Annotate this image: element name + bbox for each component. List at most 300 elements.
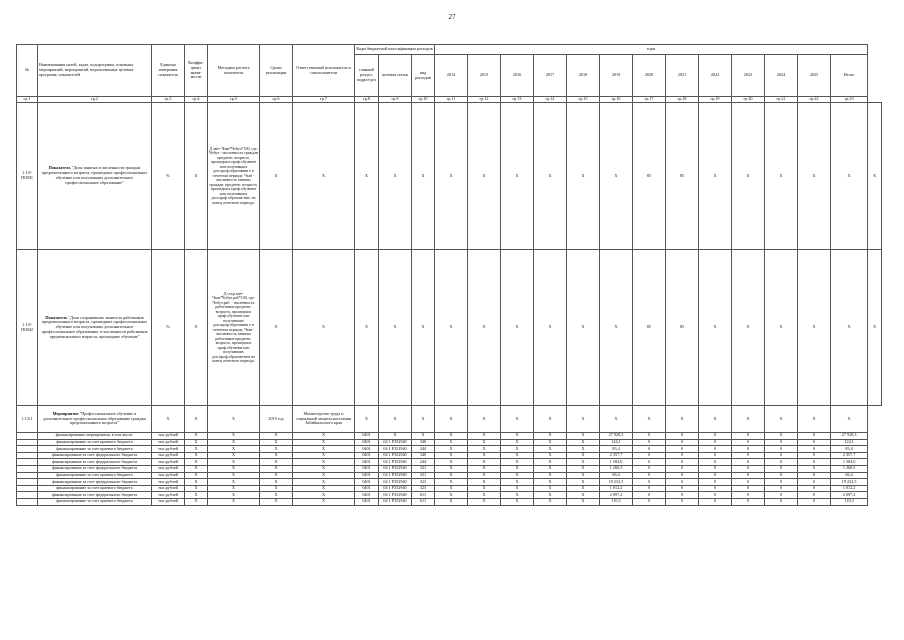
financing-cell: X <box>260 485 293 492</box>
financing-value: 0 <box>666 479 699 486</box>
financing-value: X <box>501 446 534 453</box>
column-number-cell: гр.5 <box>208 97 260 103</box>
financing-total: 83,4 <box>831 446 868 453</box>
financing-cell: 0401 <box>355 485 379 492</box>
financing-value: X <box>567 439 600 446</box>
financing-value: 0 <box>666 433 699 440</box>
financing-cell: X <box>208 439 260 446</box>
financing-name: финансирование за счет федерального бюджета <box>38 452 152 459</box>
financing-value: X <box>468 439 501 446</box>
term-cell: 2019 год <box>260 406 293 433</box>
financing-value: 0 <box>732 485 765 492</box>
financing-value: X <box>534 465 567 472</box>
header-year: 2022 <box>699 55 732 97</box>
financing-value: 0 <box>666 452 699 459</box>
column-number-cell: гр.16 <box>600 97 633 103</box>
financing-cell: X <box>293 485 355 492</box>
value-cell: X <box>699 250 732 406</box>
financing-cell: 0401 <box>355 446 379 453</box>
value-cell: X <box>765 406 798 433</box>
value-cell: X <box>732 103 765 250</box>
column-number-cell: гр.9 <box>379 97 412 103</box>
financing-cell: X <box>293 465 355 472</box>
financing-cell: тыс.рублей <box>152 465 185 472</box>
financing-value: X <box>534 485 567 492</box>
financing-total: 2 357,7 <box>831 452 868 459</box>
financing-value: 0 <box>798 459 831 466</box>
coef-cell: X <box>185 406 208 433</box>
financing-cell: X <box>208 452 260 459</box>
financing-value: 0 <box>666 492 699 499</box>
header-term: Сроки реализации <box>260 45 293 97</box>
financing-value: 0 <box>666 498 699 505</box>
value-cell: X <box>260 250 293 406</box>
indicator-name <box>38 103 152 250</box>
financing-value: X <box>501 479 534 486</box>
financing-row <box>17 439 882 446</box>
financing-value: 0 <box>633 439 666 446</box>
financing-value: X <box>468 452 501 459</box>
financing-cell: X <box>293 439 355 446</box>
financing-value: X <box>468 465 501 472</box>
financing-value: 1 584,0 <box>600 459 633 466</box>
financing-cell: X <box>260 472 293 479</box>
financing-value: X <box>501 433 534 440</box>
value-cell: X <box>831 250 868 406</box>
value-cell: X <box>600 103 633 250</box>
financing-value: 0 <box>699 452 732 459</box>
financing-cell: X <box>293 498 355 505</box>
event-name <box>38 406 152 433</box>
page-number: 27 <box>448 13 456 21</box>
financing-row <box>17 492 882 499</box>
row-num <box>17 433 38 440</box>
financing-cell: X <box>260 465 293 472</box>
header-code-item: целевая статья <box>379 55 412 97</box>
financing-value: X <box>435 485 468 492</box>
financing-row <box>17 459 882 466</box>
value-cell: X <box>567 250 600 406</box>
financing-value: 0 <box>798 492 831 499</box>
financing-cell: X <box>185 492 208 499</box>
financing-cell: X <box>208 498 260 505</box>
financing-value: 0 <box>732 439 765 446</box>
financing-cell: X <box>185 459 208 466</box>
financing-row <box>17 452 882 459</box>
value-cell: X <box>379 406 412 433</box>
financing-cell: 04 1 P352940 <box>379 465 412 472</box>
financing-value: 0 <box>666 446 699 453</box>
financing-value: 0 <box>765 459 798 466</box>
unit-cell: X <box>152 406 185 433</box>
financing-cell: X <box>293 446 355 453</box>
row-num <box>17 452 38 459</box>
financing-name: финансирование мероприятия, в том числе: <box>38 433 152 440</box>
financing-cell: тыс.рублей <box>152 433 185 440</box>
financing-cell: 0401 <box>355 472 379 479</box>
value-cell: X <box>293 103 355 250</box>
coef-cell: X <box>185 103 208 250</box>
column-number-cell: гр.10 <box>412 97 435 103</box>
value-cell: X <box>699 103 732 250</box>
value-cell: X <box>633 406 666 433</box>
financing-value: 0 <box>732 465 765 472</box>
financing-cell: 04 1 P352940 <box>379 446 412 453</box>
indicator-text: "Доля сохранивших занятость работников предпенсионного возраста, прошедших профессиональное обучение или получивших дополнительное профессиональное образование, в численности работников предпенсионного возраста, прошедших обучение" <box>41 314 148 339</box>
financing-row <box>17 465 882 472</box>
financing-cell: X <box>185 498 208 505</box>
financing-value: 0 <box>699 498 732 505</box>
column-number-cell: гр.12 <box>468 97 501 103</box>
financing-value: 0 <box>732 479 765 486</box>
value-cell: X <box>831 406 868 433</box>
header-name: Наименования целей, задач, подпрограмм, основных мероприятий, мероприятий, ведомственных целевых программ, показателей <box>38 45 152 97</box>
financing-cell: X <box>293 472 355 479</box>
unit-cell: % <box>152 103 185 250</box>
financing-cell: 323 <box>412 479 435 486</box>
financing-value: 0 <box>699 439 732 446</box>
value-cell: X <box>699 406 732 433</box>
financing-cell: тыс.рублей <box>152 459 185 466</box>
financing-cell: тыс.рублей <box>152 492 185 499</box>
financing-cell: 323 <box>412 485 435 492</box>
financing-name: финансирование за счет краевого бюджета <box>38 498 152 505</box>
financing-value: 0 <box>666 459 699 466</box>
financing-name: финансирование за счет краевого бюджета <box>38 446 152 453</box>
financing-cell: X <box>208 433 260 440</box>
header-unit: Единица измерения показателя <box>152 45 185 97</box>
column-number-cell: гр.11 <box>435 97 468 103</box>
financing-cell: X <box>260 452 293 459</box>
financing-cell: X <box>185 472 208 479</box>
financing-value: X <box>534 459 567 466</box>
financing-cell: 04 1 P352940 <box>379 452 412 459</box>
financing-row <box>17 485 882 492</box>
financing-value: 0 <box>699 485 732 492</box>
financing-cell: 0401 <box>355 479 379 486</box>
header-year: 2021 <box>666 55 699 97</box>
financing-value: 19 232,5 <box>600 479 633 486</box>
column-number-cell: гр.23 <box>831 97 868 103</box>
financing-value: 0 <box>699 465 732 472</box>
column-number-cell: гр.1 <box>17 97 38 103</box>
financing-value: 0 <box>633 452 666 459</box>
method-cell: Д зан= Чзан*Чобуч*100, где: Чобуч - численность граждан предпенс. возраста, прошедших проф.обучение или получивших доп.проф.образовани е в отчетном периоде, Чзан - численность занятых граждан, предпенс. возраста, прошедших проф.обучение или получивших доп.проф.образова-ние, на конец отчетного периода. <box>208 103 260 250</box>
financing-name: финансирование за счет краевого бюджета <box>38 485 152 492</box>
row-num <box>17 465 38 472</box>
financing-value: X <box>534 479 567 486</box>
financing-value: 0 <box>732 492 765 499</box>
financing-total: 124,1 <box>831 439 868 446</box>
financing-value: 0 <box>732 459 765 466</box>
financing-cell: 04 1 P352940 <box>379 485 412 492</box>
value-cell: 85 <box>633 103 666 250</box>
financing-value: X <box>435 465 468 472</box>
financing-value: 0 <box>666 485 699 492</box>
financing-cell: X <box>185 452 208 459</box>
column-number-cell: гр.8 <box>355 97 379 103</box>
financing-cell: X <box>185 439 208 446</box>
column-number-cell: гр.17 <box>633 97 666 103</box>
financing-cell: X <box>185 446 208 453</box>
financing-cell: 0401 <box>355 459 379 466</box>
event-label: Мероприятие <box>52 410 79 416</box>
financing-value: X <box>435 433 468 440</box>
value-cell: X <box>355 103 379 250</box>
financing-row <box>17 472 882 479</box>
financing-cell: 340 <box>412 452 435 459</box>
financing-cell: 04 1 P352940 <box>379 439 412 446</box>
header-year: 2015 <box>468 55 501 97</box>
financing-cell: 244 <box>412 459 435 466</box>
financing-name: финансирование за счет краевого бюджета <box>38 439 152 446</box>
financing-cell: X <box>208 472 260 479</box>
method-cell: Д сохр.зан= Чзан*Чобуч.раб*100, где: Чобуч.раб. - численность работников предпенс. возраста, прошедших проф.обучение или получивших доп.проф.образовани е в отчетном периоде, Чзан - численность занятых работников предпенс. возраста, прошедших проф.обучение или получивших доп.проф.образова-ние на конец отчетного периода. <box>208 250 260 406</box>
value-cell: X <box>293 250 355 406</box>
financing-value: 83,4 <box>600 446 633 453</box>
row-num: 1.1.8.1 <box>17 406 38 433</box>
row-num <box>17 446 38 453</box>
financing-value: X <box>501 498 534 505</box>
financing-value: 0 <box>732 446 765 453</box>
financing-cell: X <box>260 498 293 505</box>
financing-value: 110,3 <box>600 498 633 505</box>
row-num <box>17 459 38 466</box>
financing-value: X <box>567 433 600 440</box>
financing-name: финансирование за счет федерального бюджета <box>38 465 152 472</box>
financing-cell: 321 <box>412 465 435 472</box>
header-year: 2019 <box>600 55 633 97</box>
financing-value: X <box>468 446 501 453</box>
financing-cell: 0401 <box>355 439 379 446</box>
financing-value: X <box>501 472 534 479</box>
row-num <box>17 479 38 486</box>
financing-value: 0 <box>699 459 732 466</box>
financing-cell: X <box>412 433 435 440</box>
financing-cell: X <box>208 492 260 499</box>
value-cell: 85 <box>666 103 699 250</box>
header-year: 2016 <box>501 55 534 97</box>
financing-value: X <box>534 492 567 499</box>
financing-cell: 321 <box>412 472 435 479</box>
financing-value: 0 <box>798 498 831 505</box>
header-year: 2025 <box>798 55 831 97</box>
financing-cell: тыс.рублей <box>152 498 185 505</box>
row-num <box>17 439 38 446</box>
financing-value: 0 <box>798 433 831 440</box>
financing-value: X <box>501 492 534 499</box>
program-table <box>16 44 882 506</box>
value-cell: X <box>468 250 501 406</box>
value-cell: X <box>468 406 501 433</box>
financing-value: 2 357,7 <box>600 452 633 459</box>
header-total: Итого <box>831 55 868 97</box>
financing-name: финансирование за счет краевого бюджета <box>38 472 152 479</box>
financing-value: 0 <box>633 433 666 440</box>
header-responsible: Ответственный исполнитель и соисполнители <box>293 45 355 97</box>
financing-value: 0 <box>699 492 732 499</box>
financing-cell: X <box>185 433 208 440</box>
financing-value: X <box>435 472 468 479</box>
header-year: 2017 <box>534 55 567 97</box>
value-cell: X <box>379 250 412 406</box>
header-year: 2020 <box>633 55 666 97</box>
financing-total: 66,4 <box>831 472 868 479</box>
financing-cell: 611 <box>412 498 435 505</box>
value-cell: 85 <box>666 250 699 406</box>
financing-cell: 04 1 P352940 <box>379 479 412 486</box>
financing-cell: 340 <box>412 439 435 446</box>
financing-value: X <box>534 439 567 446</box>
financing-value: X <box>468 479 501 486</box>
value-cell: X <box>732 250 765 406</box>
financing-cell: X <box>208 479 260 486</box>
column-number-cell: гр.3 <box>152 97 185 103</box>
value-cell: X <box>798 406 831 433</box>
financing-cell: тыс.рублей <box>152 439 185 446</box>
financing-value: 0 <box>798 452 831 459</box>
financing-total: 19 232,5 <box>831 479 868 486</box>
financing-value: 0 <box>798 485 831 492</box>
financing-value: X <box>435 452 468 459</box>
value-cell: X <box>868 250 882 406</box>
value-cell: X <box>355 406 379 433</box>
financing-value: 0 <box>765 465 798 472</box>
financing-value: 66,4 <box>600 472 633 479</box>
financing-value: 0 <box>732 452 765 459</box>
financing-value: 0 <box>798 439 831 446</box>
financing-value: X <box>501 465 534 472</box>
financing-cell: тыс.рублей <box>152 472 185 479</box>
financing-value: 0 <box>765 479 798 486</box>
financing-cell: тыс.рублей <box>152 479 185 486</box>
financing-value: 0 <box>633 485 666 492</box>
header-year: 2014 <box>435 55 468 97</box>
financing-value: 0 <box>633 492 666 499</box>
column-number-cell: гр.13 <box>501 97 534 103</box>
header-coef: Коэффи-циент значи-мости <box>185 45 208 97</box>
value-cell: X <box>534 103 567 250</box>
financing-value: 0 <box>666 465 699 472</box>
indicator-row <box>17 250 882 406</box>
financing-cell: 244 <box>412 446 435 453</box>
coef-cell: X <box>185 250 208 406</box>
value-cell: X <box>534 406 567 433</box>
financing-value: 0 <box>633 472 666 479</box>
financing-cell: X <box>208 459 260 466</box>
financing-value: 0 <box>798 479 831 486</box>
event-row <box>17 406 882 433</box>
financing-cell: тыс.рублей <box>152 446 185 453</box>
financing-cell: X <box>185 465 208 472</box>
financing-value: 0 <box>633 446 666 453</box>
column-number-cell: гр.15 <box>567 97 600 103</box>
financing-name: финансирование за счет федерального бюджета <box>38 492 152 499</box>
financing-value: X <box>435 439 468 446</box>
value-cell: X <box>501 250 534 406</box>
financing-value: 0 <box>765 492 798 499</box>
financing-value: X <box>435 479 468 486</box>
financing-value: 0 <box>699 472 732 479</box>
value-cell: X <box>798 250 831 406</box>
value-cell: X <box>379 103 412 250</box>
header-code-chapter: главный раздел, подраз-дел <box>355 55 379 97</box>
financing-cell: X <box>293 459 355 466</box>
financing-value: X <box>468 485 501 492</box>
financing-value: 124,1 <box>600 439 633 446</box>
financing-value: 0 <box>633 465 666 472</box>
header-year: 2018 <box>567 55 600 97</box>
financing-total: 110,3 <box>831 498 868 505</box>
financing-cell: X <box>260 446 293 453</box>
event-text: "Профессиональное обучение и дополнительное профессиональное образование граждан предпенсионного возраста" <box>43 410 146 426</box>
financing-cell: 0401 <box>355 498 379 505</box>
financing-value: 0 <box>798 465 831 472</box>
financing-cell: X <box>260 479 293 486</box>
financing-value: X <box>435 498 468 505</box>
value-cell: X <box>765 250 798 406</box>
financing-value: X <box>534 498 567 505</box>
financing-value: 1 012,2 <box>600 485 633 492</box>
value-cell: X <box>666 406 699 433</box>
financing-cell: 611 <box>412 492 435 499</box>
value-cell: X <box>435 250 468 406</box>
financing-value: 0 <box>765 452 798 459</box>
financing-value: 0 <box>765 433 798 440</box>
value-cell: X <box>600 250 633 406</box>
financing-value: 0 <box>732 472 765 479</box>
financing-value: X <box>501 485 534 492</box>
financing-value: X <box>567 472 600 479</box>
financing-value: 0 <box>732 498 765 505</box>
responsible-cell: Министерство труда и социальной защиты населения Забайкальского края <box>293 406 355 433</box>
financing-value: 0 <box>666 439 699 446</box>
financing-value: X <box>567 492 600 499</box>
indicator-row <box>17 103 882 250</box>
financing-value: X <box>567 479 600 486</box>
financing-value: 0 <box>699 433 732 440</box>
header-year: 2024 <box>765 55 798 97</box>
financing-value: X <box>567 459 600 466</box>
value-cell: X <box>567 103 600 250</box>
financing-value: 0 <box>765 472 798 479</box>
financing-value: 0 <box>732 433 765 440</box>
column-number-cell: гр.22 <box>798 97 831 103</box>
financing-value: X <box>468 498 501 505</box>
financing-value: 0 <box>633 479 666 486</box>
financing-value: X <box>468 492 501 499</box>
financing-total: 1 260,5 <box>831 465 868 472</box>
financing-cell: 0401 <box>355 433 379 440</box>
value-cell: X <box>798 103 831 250</box>
financing-cell: X <box>260 459 293 466</box>
value-cell: X <box>412 406 435 433</box>
financing-cell: 0401 <box>355 452 379 459</box>
financing-cell: X <box>185 479 208 486</box>
column-number-cell: гр.6 <box>260 97 293 103</box>
financing-name: финансирование за счет федерального бюджета <box>38 459 152 466</box>
financing-value: 0 <box>666 472 699 479</box>
financing-value: X <box>534 446 567 453</box>
value-cell: X <box>468 103 501 250</box>
column-number-cell: гр.7 <box>293 97 355 103</box>
value-cell: 85 <box>633 250 666 406</box>
financing-value: X <box>534 472 567 479</box>
value-cell: X <box>501 406 534 433</box>
value-cell: X <box>534 250 567 406</box>
financing-cell: X <box>185 485 208 492</box>
financing-cell: X <box>293 479 355 486</box>
